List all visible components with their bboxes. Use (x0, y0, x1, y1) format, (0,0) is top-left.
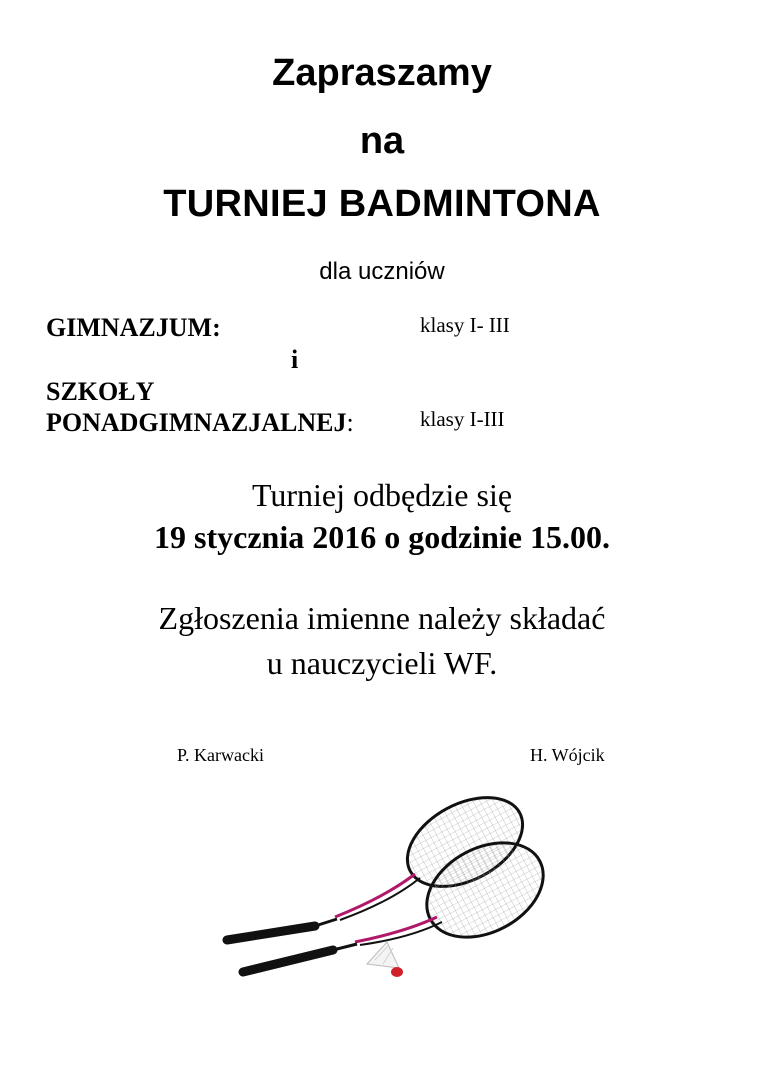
title-invite: Zapraszamy (272, 52, 492, 94)
school-secondary-colon: : (346, 408, 354, 437)
conjunction: i (291, 345, 299, 374)
event-date-time: 19 stycznia 2016 o godzinie 15.00. (154, 519, 610, 555)
racket-lower (243, 824, 559, 972)
signature-right: H. Wójcik (530, 745, 605, 765)
event-intro: Turniej odbędzie się (251, 477, 513, 513)
classes-gimnazjum: klasy I- III (420, 313, 510, 337)
classes-secondary: klasy I-III (420, 407, 505, 431)
title-preposition: na (359, 120, 405, 162)
registration-line2: u nauczycieli WF. (266, 645, 498, 681)
title-tournament: TURNIEJ BADMINTONA (163, 183, 601, 225)
registration-line1: Zgłoszenia imienne należy składać (158, 600, 606, 636)
school-secondary-name: PONADGIMNAZJALNEJ (46, 408, 347, 437)
signature-left: P. Karwacki (177, 745, 264, 765)
badminton-rackets-illustration (215, 792, 575, 992)
school-secondary-line2 (46, 408, 354, 438)
school-secondary-line1: SZKOŁY (46, 377, 155, 406)
school-gimnazjum: GIMNAZJUM: (46, 313, 221, 342)
shuttlecock-icon (367, 942, 403, 977)
audience-line: dla uczniów (319, 258, 445, 285)
